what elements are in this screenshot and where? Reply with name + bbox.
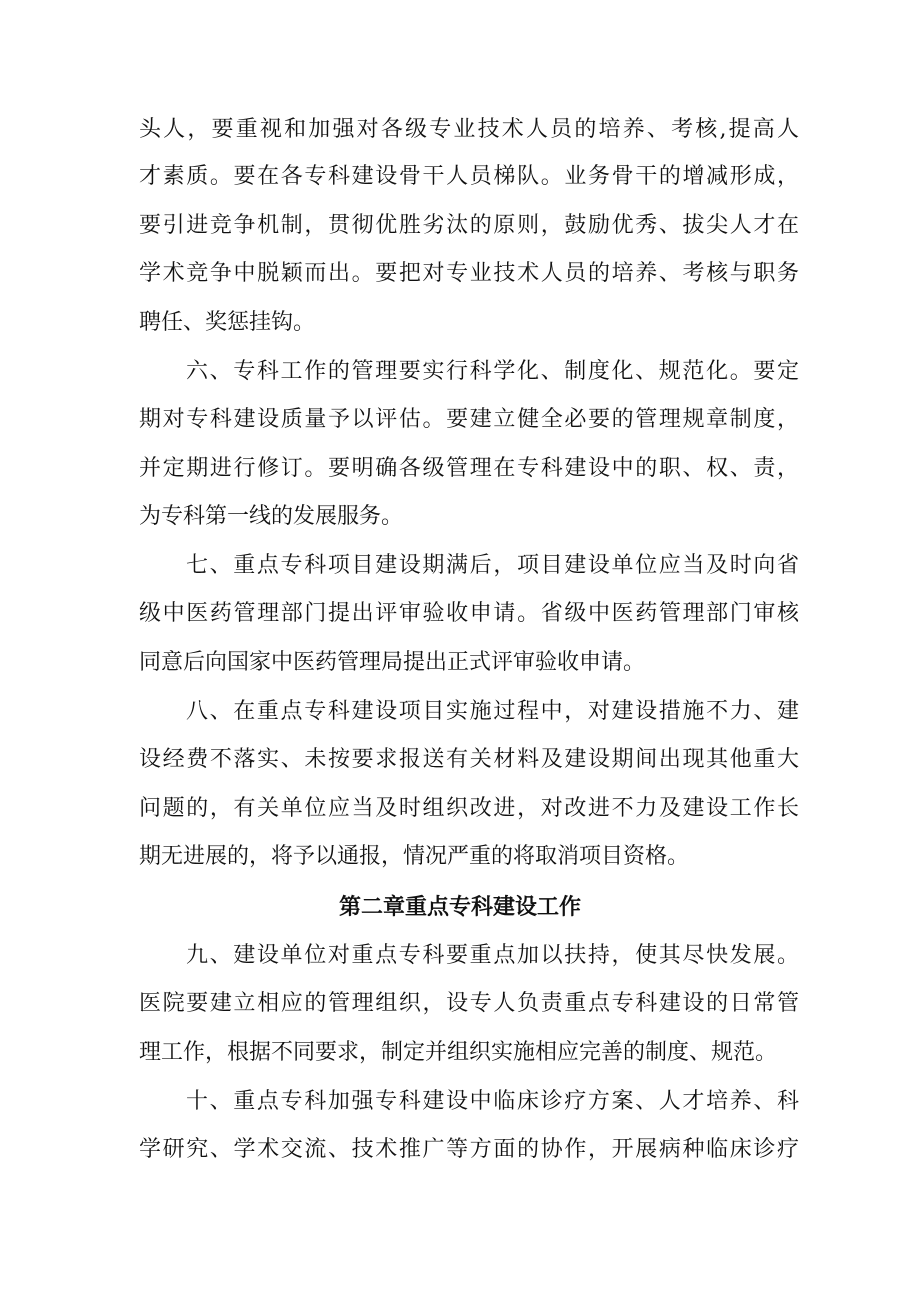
text-line: 才素质。要在各专科建设骨干人员梯队。业务骨干的增减形成，: [139, 164, 799, 189]
text-line: 级中医药管理部门提出评审验收申请。省级中医药管理部门审核: [139, 601, 799, 626]
text-line: 医院要建立相应的管理组织，设专人负责重点专科建设的日常管: [139, 991, 799, 1016]
chapter-heading: 第二章重点专科建设工作: [338, 894, 581, 920]
paragraph-first-line: 十、重点专科加强专科建设中临床诊疗方案、人才培养、科: [186, 1089, 799, 1114]
text-line: 学术竞争中脱颖而出。要把对专业技术人员的培养、考核与职务: [139, 261, 799, 286]
text-line: 并定期进行修订。要明确各级管理在专科建设中的职、权、责，: [139, 456, 799, 481]
text-line: 理工作，根据不同要求，制定并组织实施相应完善的制度、规范。: [139, 1040, 778, 1065]
text-line: 问题的，有关单位应当及时组织改进，对改进不力及建设工作长: [139, 796, 799, 821]
text-line: 学研究、学术交流、技术推广等方面的协作，开展病种临床诊疗: [139, 1137, 799, 1162]
text-line: 设经费不落实、未按要求报送有关材料及建设期间出现其他重大: [139, 747, 799, 772]
paragraph-first-line: 八、在重点专科建设项目实施过程中，对建设措施不力、建: [186, 699, 799, 724]
paragraph-first-line: 九、建设单位对重点专科要重点加以扶持，使其尽快发展。: [186, 943, 799, 968]
paragraph-first-line: 七、重点专科项目建设期满后，项目建设单位应当及时向省: [186, 553, 799, 578]
text-line: 为专科第一线的发展服务。: [139, 504, 404, 529]
text-line: 期对专科建设质量予以评估。要建立健全必要的管理规章制度，: [139, 407, 799, 432]
text-line: 同意后向国家中医药管理局提出正式评审验收申请。: [139, 650, 646, 675]
text-line: 聘任、奖惩挂钩。: [139, 310, 316, 335]
text-line: 期无进展的，将予以通报，情况严重的将取消项目资格。: [139, 844, 690, 869]
text-line: 头人，要重视和加强对各级专业技术人员的培养、考核,提高人: [139, 117, 799, 142]
text-line: 要引进竞争机制，贯彻优胜劣汰的原则，鼓励优秀、拔尖人才在: [139, 213, 799, 238]
paragraph-first-line: 六、专科工作的管理要实行科学化、制度化、规范化。要定: [186, 359, 799, 384]
